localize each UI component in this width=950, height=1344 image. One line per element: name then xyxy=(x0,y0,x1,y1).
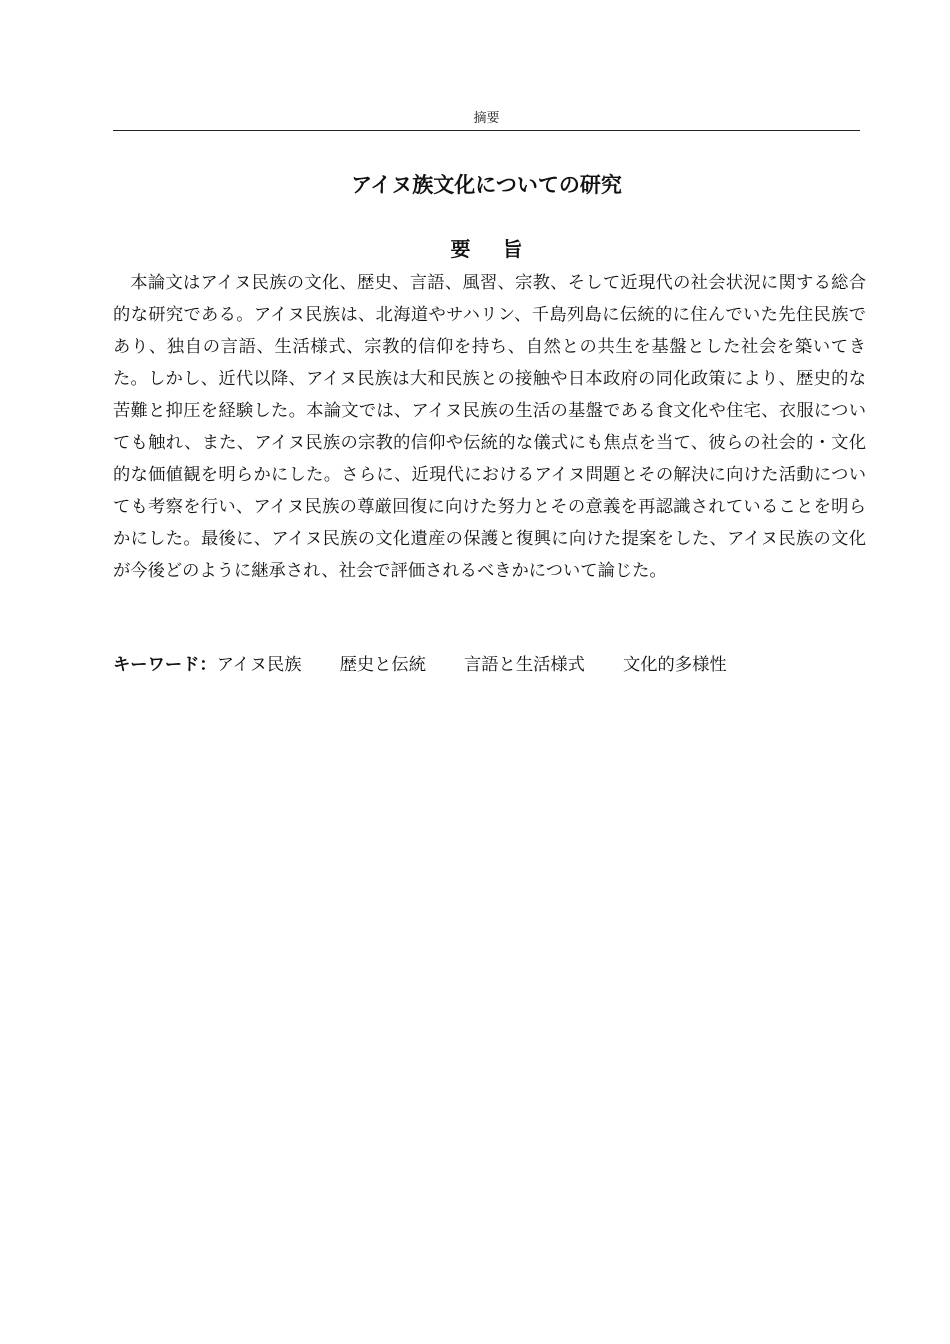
keyword-item: 文化的多様性 xyxy=(622,655,727,675)
running-header: 摘要 xyxy=(473,111,500,126)
keywords xyxy=(113,650,860,680)
keyword-item: アイヌ民族 xyxy=(216,655,302,675)
keywords-label: キーワード： xyxy=(113,655,217,675)
keyword-item: 言語と生活様式 xyxy=(463,655,585,675)
keyword-item: 歴史と伝統 xyxy=(339,655,426,675)
paper-title: アイヌ族文化についての研究 xyxy=(351,173,622,197)
abstract-body: 本論文はアイヌ民族の文化、歴史、言語、風習、宗教、そして近現代の社会状況に関する総合的な研究である。アイヌ民族は、北海道やサハリン、千島列島に伝統的に住んでいた先住民族であり、独自の言語、生活様式、宗教的信仰を持ち、自然との共生を基盤とした社会を築いてきた。しかし、近代以降、アイヌ民族は大和民族との接触や日本政府の同化政策により、歴史的な苦難と抑圧を経験した。本論文では、アイヌ民族の生活の基盤である食文化や住宅、衣服についても触れ、また、アイヌ民族の宗教的信仰や伝統的な儀式にも焦点を当て、彼らの社会的・文化的な価値観を明らかにした。さらに、近現代におけるアイヌ問題とその解決に向けた活動についても考察を行い、アイヌ民族の尊厳回復に向けた努力とその意義を再認識されていることを明らかにした。最後に、アイヌ民族の文化遺産の保護と復興に向けた提案をした、アイヌ民族の文化が今後どのように継承され、社会で評価されるべきかについて論じた。 xyxy=(113,273,866,581)
abstract-heading: 要旨 xyxy=(450,237,555,261)
header-rule xyxy=(113,130,860,131)
